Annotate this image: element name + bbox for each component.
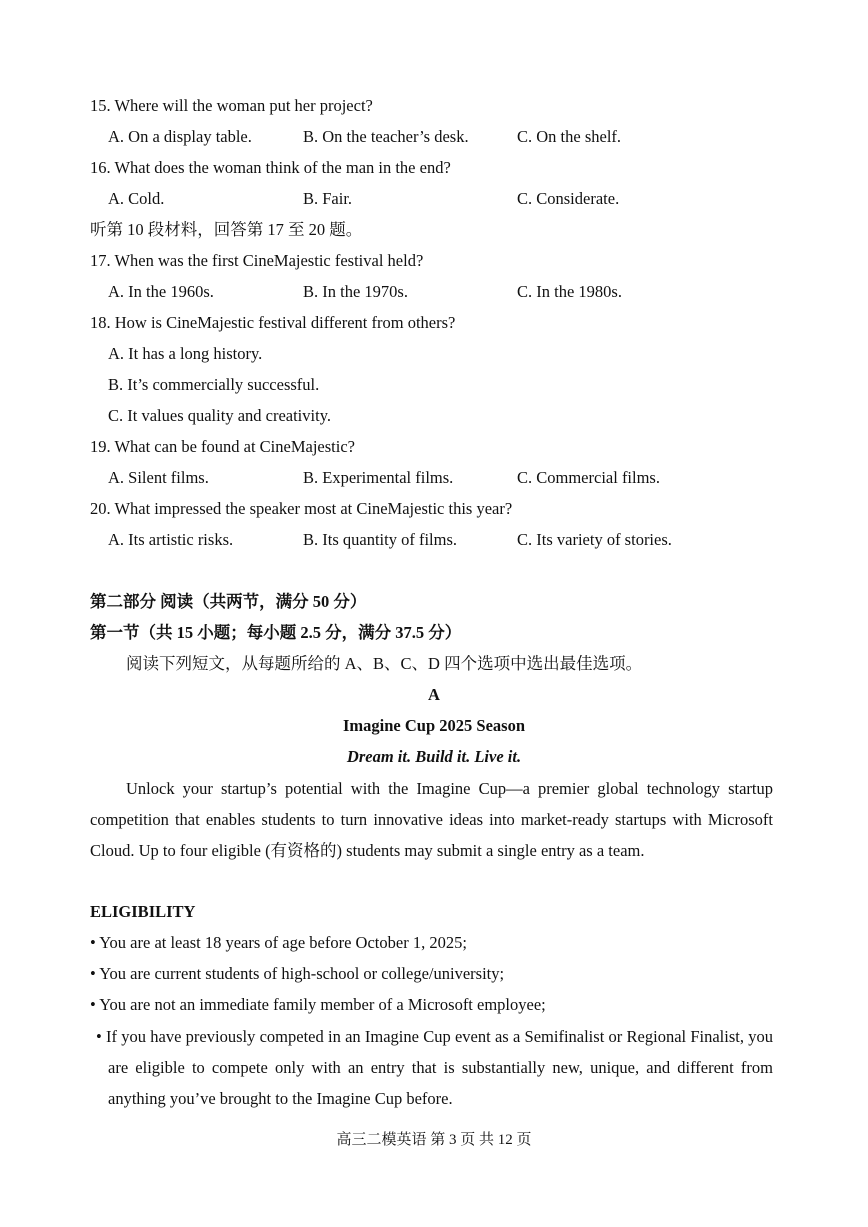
question-19-option-a: A. Silent films. [108,468,209,487]
eligibility-heading: ELIGIBILITY [90,902,196,921]
question-20-option-b: B. Its quantity of films. [303,530,457,549]
part2-heading: 第二部分 阅读（共两节，满分 50 分） [90,592,367,611]
question-16-stem: 16. What does the woman think of the man in the end? [90,158,451,177]
question-19-stem: 19. What can be found at CineMajestic? [90,437,355,456]
eligibility-item: • You are not an immediate family member of a Microsoft employee; [90,995,546,1014]
question-20-stem: 20. What impressed the speaker most at CineMajestic this year? [90,499,513,518]
question-19-option-c: C. Commercial films. [517,468,660,487]
question-17-option-b: B. In the 1970s. [303,282,408,301]
question-18-option-a: A. It has a long history. [108,344,263,363]
passage-intro: Unlock your startup’s potential with the Imagine Cup—a premier global technology startup competition that enables students to turn innovative ideas into market-ready startups with Microsoft Cloud. Up to four eligible (有资格的) students may submit a single entry as a team. [90,779,773,860]
passage-subtitle: Dream it. Build it. Live it. [346,747,522,766]
question-15-option-a: A. On a display table. [108,127,252,146]
question-15-option-b: B. On the teacher’s desk. [303,127,469,146]
question-17-stem: 17. When was the first CineMajestic festival held? [90,251,424,270]
section1-heading: 第一节（共 15 小题；每小题 2.5 分，满分 37.5 分） [90,623,462,642]
question-18-option-c: C. It values quality and creativity. [108,406,331,425]
eligibility-item: • You are at least 18 years of age before October 1, 2025; [90,933,467,952]
question-17-option-c: C. In the 1980s. [517,282,622,301]
passage-title: Imagine Cup 2025 Season [343,716,525,735]
question-17-option-a: A. In the 1960s. [108,282,214,301]
question-20-option-c: C. Its variety of stories. [517,530,672,549]
eligibility-item: • If you have previously competed in an Imagine Cup event as a Semifinalist or Regional Finalist, you are eligible to compete only with an entry that is substantially new, unique, and different from anything you’ve brought to the Imagine Cup before. [96,1027,773,1108]
question-18-stem: 18. How is CineMajestic festival different from others? [90,313,456,332]
question-18-option-b: B. It’s commercially successful. [108,375,320,394]
question-16-option-b: B. Fair. [303,189,353,208]
listening-section-instruction: 听第 10 段材料，回答第 17 至 20 题。 [90,220,363,239]
question-15-stem: 15. Where will the woman put her project? [90,96,373,115]
question-16-option-a: A. Cold. [108,189,165,208]
passage-letter: A [428,685,440,704]
question-15-option-c: C. On the shelf. [517,127,622,146]
page-footer: 高三二模英语 第 3 页 共 12 页 [336,1132,532,1148]
question-19-option-b: B. Experimental films. [303,468,454,487]
eligibility-item: • You are current students of high-school or college/university; [90,964,505,983]
reading-instruction: 阅读下列短文，从每题所给的 A、B、C、D 四个选项中选出最佳选项。 [126,654,643,673]
question-16-option-c: C. Considerate. [517,189,620,208]
question-20-option-a: A. Its artistic risks. [108,530,234,549]
